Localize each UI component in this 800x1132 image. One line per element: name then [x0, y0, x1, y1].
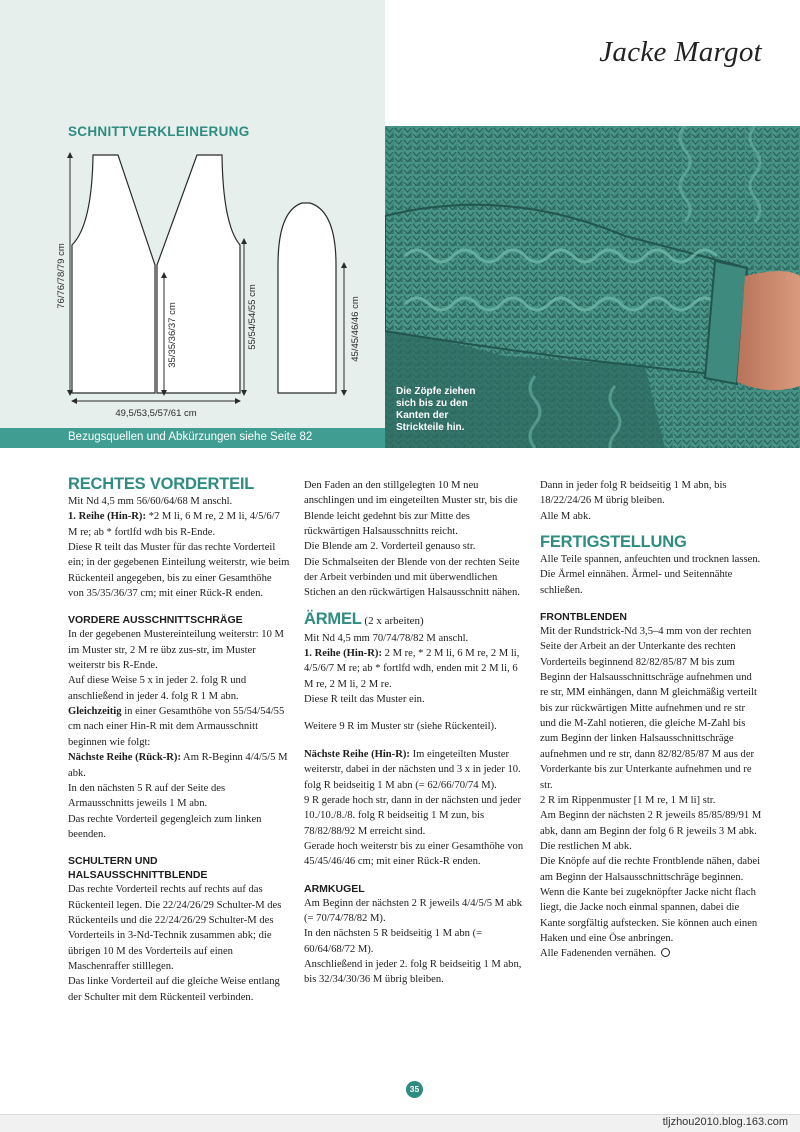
- row-label: Nächste Reihe (Hin-R):: [304, 748, 410, 760]
- paragraph: Mit der Rundstrick-Nd 3,5–4 mm von der rechten Seite der Arbeit an der Unterkante des rechten Vorderteils beginnend 82/82/85/87 M bis zum Beginn der Halsausschnittschräge aufnehmen und re str, MM einhängen, dann M gleichmäßig verteilt bis zur rückwärtigen Mitte aufnehmen und re str und die M-Zahl notieren, die gleiche M-Zahl bis zum Beginn der linken Halsausschnittschräge aufnehmen und re str, dann 82/82/85/87 M aus der Vorderkante bis zur Unterkante aufnehmen und re str.: [540, 626, 757, 791]
- paragraph: Alle Fadenenden vernähen.: [540, 946, 762, 961]
- paragraph: Den Faden an den stillgelegten 10 M neu anschlingen und im eingeteilten Muster str, bis die Blende leicht gedehnt bis zur Mitte des rückwärtigen Halsausschnitts reicht.: [304, 480, 518, 538]
- paragraph: Weitere 9 R im Muster str (siehe Rückenteil).: [304, 721, 497, 733]
- height-side-label: 55/54/54/55 cm: [247, 284, 258, 350]
- pattern-diagram: [40, 145, 380, 425]
- paragraph: Die Knöpfe auf die rechte Frontblende nähen, dabei am Beginn der Halsausschnittschräge beginnen.: [540, 856, 761, 883]
- height-total-label: 76/76/78/79 cm: [56, 243, 67, 309]
- photo-caption: Die Zöpfe ziehen sich bis zu den Kanten der Strickteile hin.: [396, 386, 476, 433]
- row-label: Gleichzeitig: [68, 706, 122, 718]
- paragraph: Alle M abk.: [540, 510, 591, 522]
- paragraph: Diese R teilt das Muster für das rechte Vorderteil ein; in der gegebenen Einteilung weiterstr, wie beim Rückenteil angegeben, bis zu einer Gesamthöhe von 35/35/36/37 cm; mit einer Rück-R enden.: [68, 542, 290, 600]
- section-heading-fertigstellung: FERTIGSTELLUNG: [540, 533, 687, 552]
- section-heading-rechtes-vorderteil: RECHTES VORDERTEIL: [68, 475, 255, 493]
- diagram-heading: SCHNITTVERKLEINERUNG: [68, 124, 250, 139]
- sleeve-outline: [278, 203, 336, 393]
- column-1: [68, 474, 290, 1005]
- subheading-frontblenden: FRONTBLENDEN: [540, 611, 627, 624]
- heading-note: (2 x arbeiten): [361, 614, 424, 627]
- paragraph: Das rechte Vorderteil rechts auf rechts auf das Rückenteil legen. Die 22/24/26/29 Schulter-M des Rückenteils und die 22/24/26/29 Schulter-M des Vorderteils in 3-Nd-Technik zusammen abk; die übrigen 10 M des Vorderteils auf einen Maschenraffer stilllegen.: [68, 884, 282, 972]
- paragraph: Mit Nd 4,5 mm 56/60/64/68 M anschl.: [68, 496, 233, 507]
- paragraph: Am Beginn der nächsten 2 R jeweils 4/4/5/5 M abk (= 70/74/78/82 M).: [304, 897, 523, 924]
- paragraph: In den nächsten 5 R beidseitig 1 M abn (= 60/64/68/72 M).: [304, 928, 483, 955]
- paragraph: Die restlichen M abk.: [540, 840, 632, 852]
- paragraph: Am Beginn der nächsten 2 R jeweils 85/85/89/91 M abk, dann am Beginn der folg 6 R jeweils 3 M abk.: [540, 810, 762, 837]
- paragraph: Das linke Vorderteil auf die gleiche Weise entlang der Schulter mit dem Rückenteil verbinden.: [68, 976, 280, 1003]
- paragraph: 1. Reihe (Hin-R): 2 M re, * 2 M li, 6 M re, 2 M li, 4/5/6/7 M re; ab * fortlfd wdh, enden mit 2 M li, 6 M re, 2 M li, 2 M re.: [304, 648, 520, 690]
- subheading-armkugel: ARMKUGEL: [304, 882, 365, 895]
- paragraph: Gleichzeitig in einer Gesamthöhe von 55/54/54/55 cm nach einer Hin-R mit dem Armausschnitt beginnen wie folgt:: [68, 706, 285, 748]
- row-label: Nächste Reihe (Rück-R):: [68, 752, 181, 764]
- row-label: 1. Reihe (Hin-R):: [304, 648, 382, 660]
- page-title: Jacke Margot: [599, 36, 762, 68]
- paragraph: In der gegebenen Mustereinteilung weiterstr: 10 M im Muster str, 2 M re übz zus-str, im Muster weiterstr bis R-Ende.: [68, 629, 284, 672]
- column-3: [540, 478, 762, 962]
- reference-text: Bezugsquellen und Abkürzungen siehe Seite 82: [68, 431, 313, 443]
- paragraph: 9 R gerade hoch str, dann in der nächsten und jeder 10./10./8./8. folg R beidseitig 1 M zun, bis 78/82/88/92 M erreicht sind.: [304, 794, 521, 837]
- paragraph: Das rechte Vorderteil gegengleich zum linken beenden.: [68, 813, 262, 840]
- height-inner-label: 35/35/36/37 cm: [167, 302, 178, 368]
- paragraph: Die Schmalseiten der Blende von der rechten Seite der Arbeit verbinden und mit überwendlichen Stichen an den rückwärtigen Halsausschnitt nähen.: [304, 556, 520, 599]
- subheading-schultern: SCHULTERN UND HALSAUSSCHNITTBLENDE: [68, 855, 208, 882]
- paragraph: Die Ärmel einnähen. Ärmel- und Seitennähte schließen.: [540, 569, 733, 596]
- paragraph: Nächste Reihe (Rück-R): Am R-Beginn 4/4/5/5 M abk.: [68, 752, 288, 779]
- width-label: 49,5/53,5/57/61 cm: [115, 408, 197, 419]
- column-2: [304, 478, 526, 988]
- vest-outline: [72, 155, 240, 393]
- paragraph: Dann in jeder folg R beidseitig 1 M abn, bis 18/22/24/26 M übrig bleiben.: [540, 480, 727, 507]
- row-label: 1. Reihe (Hin-R):: [68, 511, 146, 523]
- section-heading-aermel: ÄRMEL (2 x arbeiten): [304, 609, 424, 628]
- paragraph: Auf diese Weise 5 x in jeder 2. folg R und anschließend in jeder 4. folg R 1 M abn.: [68, 675, 247, 702]
- subheading-ausschnittschraege: VORDERE AUSSCHNITTSCHRÄGE: [68, 614, 243, 627]
- paragraph: In den nächsten 5 R auf der Seite des Armausschnitts jeweils 1 M abn.: [68, 782, 226, 810]
- paragraph: Anschließend in jeder 2. folg R beidseitig 1 M abn, bis 32/34/30/36 M übrig bleiben.: [304, 958, 522, 986]
- paragraph: Gerade hoch weiterstr bis zu einer Gesamthöhe von 45/45/46/46 cm; mit einer Rück-R enden.: [304, 840, 524, 868]
- page-number: 35: [406, 1081, 423, 1098]
- paragraph: Die Blende am 2. Vorderteil genauso str.: [304, 541, 476, 553]
- paragraph: 2 R im Rippenmuster [1 M re, 1 M li] str.: [540, 794, 716, 806]
- footer-url: tljzhou2010.blog.163.com: [662, 1116, 788, 1128]
- paragraph: 1. Reihe (Hin-R): *2 M li, 6 M re, 2 M li, 4/5/6/7 M re; ab * fortlfd wdh bis R-Ende.: [68, 511, 280, 538]
- photo-hand: [737, 271, 800, 390]
- paragraph: Nächste Reihe (Hin-R): Im eingeteilten Muster weiterstr, dabei in der nächsten und 3 x in jeder 10. folg R beidseitig 1 M abn (= 62/66/70/74 M).: [304, 748, 521, 791]
- sleeve-height-label: 45/45/46/46 cm: [350, 296, 361, 362]
- paragraph: Alle Teile spannen, anfeuchten und trocknen lassen.: [540, 554, 761, 566]
- paragraph: Wenn die Kante bei zugeknöpfter Jacke nicht flach liegt, die Jacke noch einmal spannen, dabei die Kante sorgfältig aufstecken. Sie können auch einen Haken und eine Öse anbringen.: [540, 886, 758, 944]
- end-mark-icon: [661, 948, 670, 957]
- paragraph: Diese R teilt das Muster ein.: [304, 694, 425, 706]
- paragraph: Mit Nd 4,5 mm 70/74/78/82 M anschl.: [304, 632, 469, 644]
